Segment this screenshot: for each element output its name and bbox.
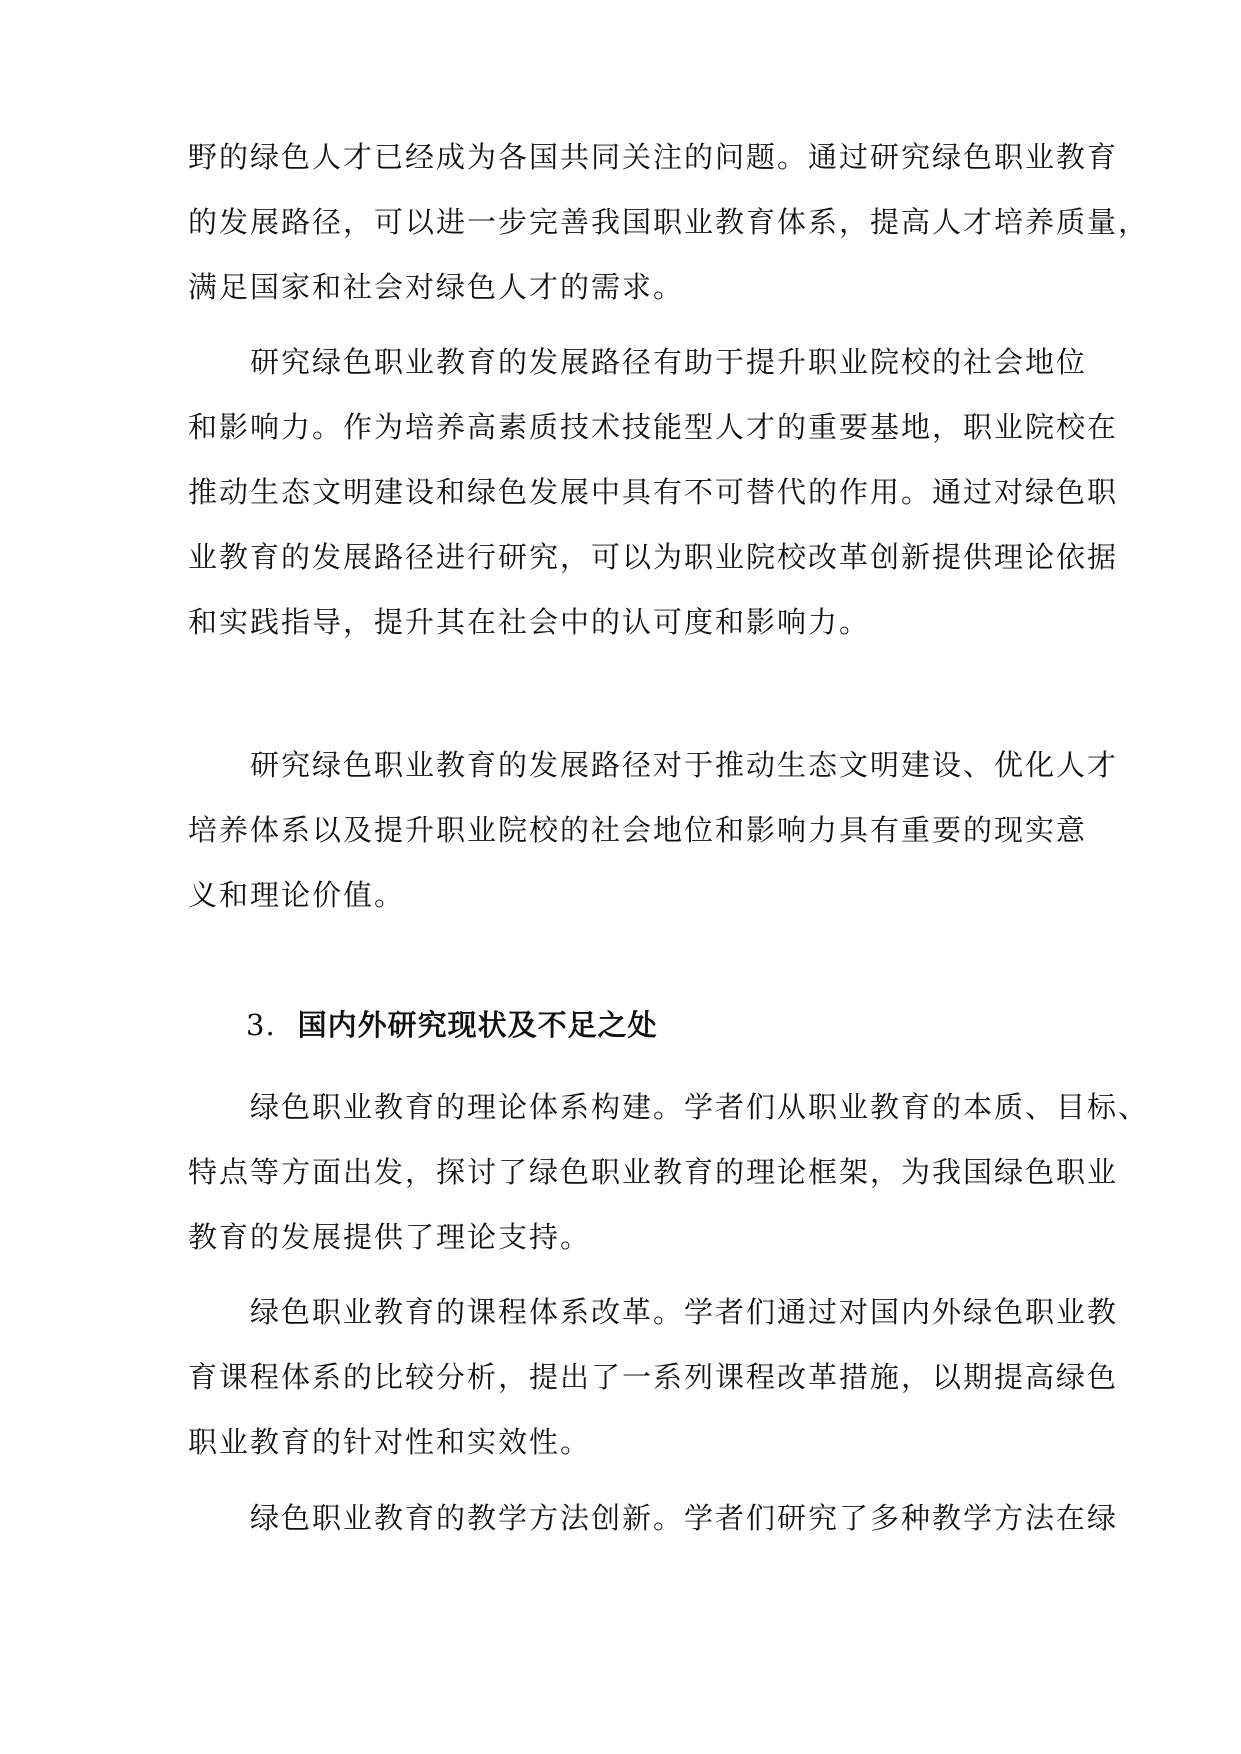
- paragraph-line: 野的绿色人才已经成为各国共同关注的问题。通过研究绿色职业教育: [188, 140, 1119, 174]
- section-title: 国内外研究现状及不足之处: [297, 1008, 658, 1042]
- paragraph-line: 推动生态文明建设和绿色发展中具有不可替代的作用。通过对绿色职: [188, 475, 1119, 509]
- section-paragraph-1: [188, 1075, 1150, 1270]
- paragraph-1: [188, 125, 1150, 320]
- paragraph-line: 满足国家和社会对绿色人才的需求。: [188, 270, 685, 304]
- paragraph-line: 职业教育的针对性和实效性。: [188, 1425, 592, 1459]
- paragraph-line: 特点等方面出发，探讨了绿色职业教育的理论框架，为我国绿色职业: [188, 1155, 1119, 1189]
- section-paragraph-2: [188, 1280, 1119, 1475]
- paragraph-line: 教育的发展提供了理论支持。: [188, 1220, 592, 1254]
- paragraph-line: 研究绿色职业教育的发展路径对于推动生态文明建设、优化人才: [188, 748, 1119, 782]
- paragraph-line: 育课程体系的比较分析，提出了一系列课程改革措施，以期提高绿色: [188, 1360, 1119, 1394]
- paragraph-3: [188, 733, 1119, 928]
- paragraph-line: 培养体系以及提升职业院校的社会地位和影响力具有重要的现实意: [188, 813, 1088, 847]
- paragraph-2: [188, 330, 1119, 655]
- paragraph-line: 研究绿色职业教育的发展路径有助于提升职业院校的社会地位: [188, 345, 1088, 379]
- paragraph-line: 和实践指导，提升其在社会中的认可度和影响力。: [188, 605, 871, 639]
- paragraph-line: 绿色职业教育的课程体系改革。学者们通过对国内外绿色职业教: [188, 1295, 1119, 1329]
- paragraph-line: 义和理论价值。: [188, 878, 406, 912]
- paragraph-line: 绿色职业教育的教学方法创新。学者们研究了多种教学方法在绿: [188, 1501, 1119, 1535]
- section-number: 3.: [246, 1008, 276, 1042]
- paragraph-line: 业教育的发展路径进行研究，可以为职业院校改革创新提供理论依据: [188, 540, 1119, 574]
- paragraph-line: 绿色职业教育的理论体系构建。学者们从职业教育的本质、目标、: [188, 1090, 1150, 1124]
- paragraph-line: 和影响力。作为培养高素质技术技能型人才的重要基地，职业院校在: [188, 410, 1119, 444]
- paragraph-line: 的发展路径，可以进一步完善我国职业教育体系，提高人才培养质量，: [188, 205, 1150, 239]
- section-heading: [246, 1005, 658, 1045]
- section-paragraph-3: [188, 1486, 1119, 1551]
